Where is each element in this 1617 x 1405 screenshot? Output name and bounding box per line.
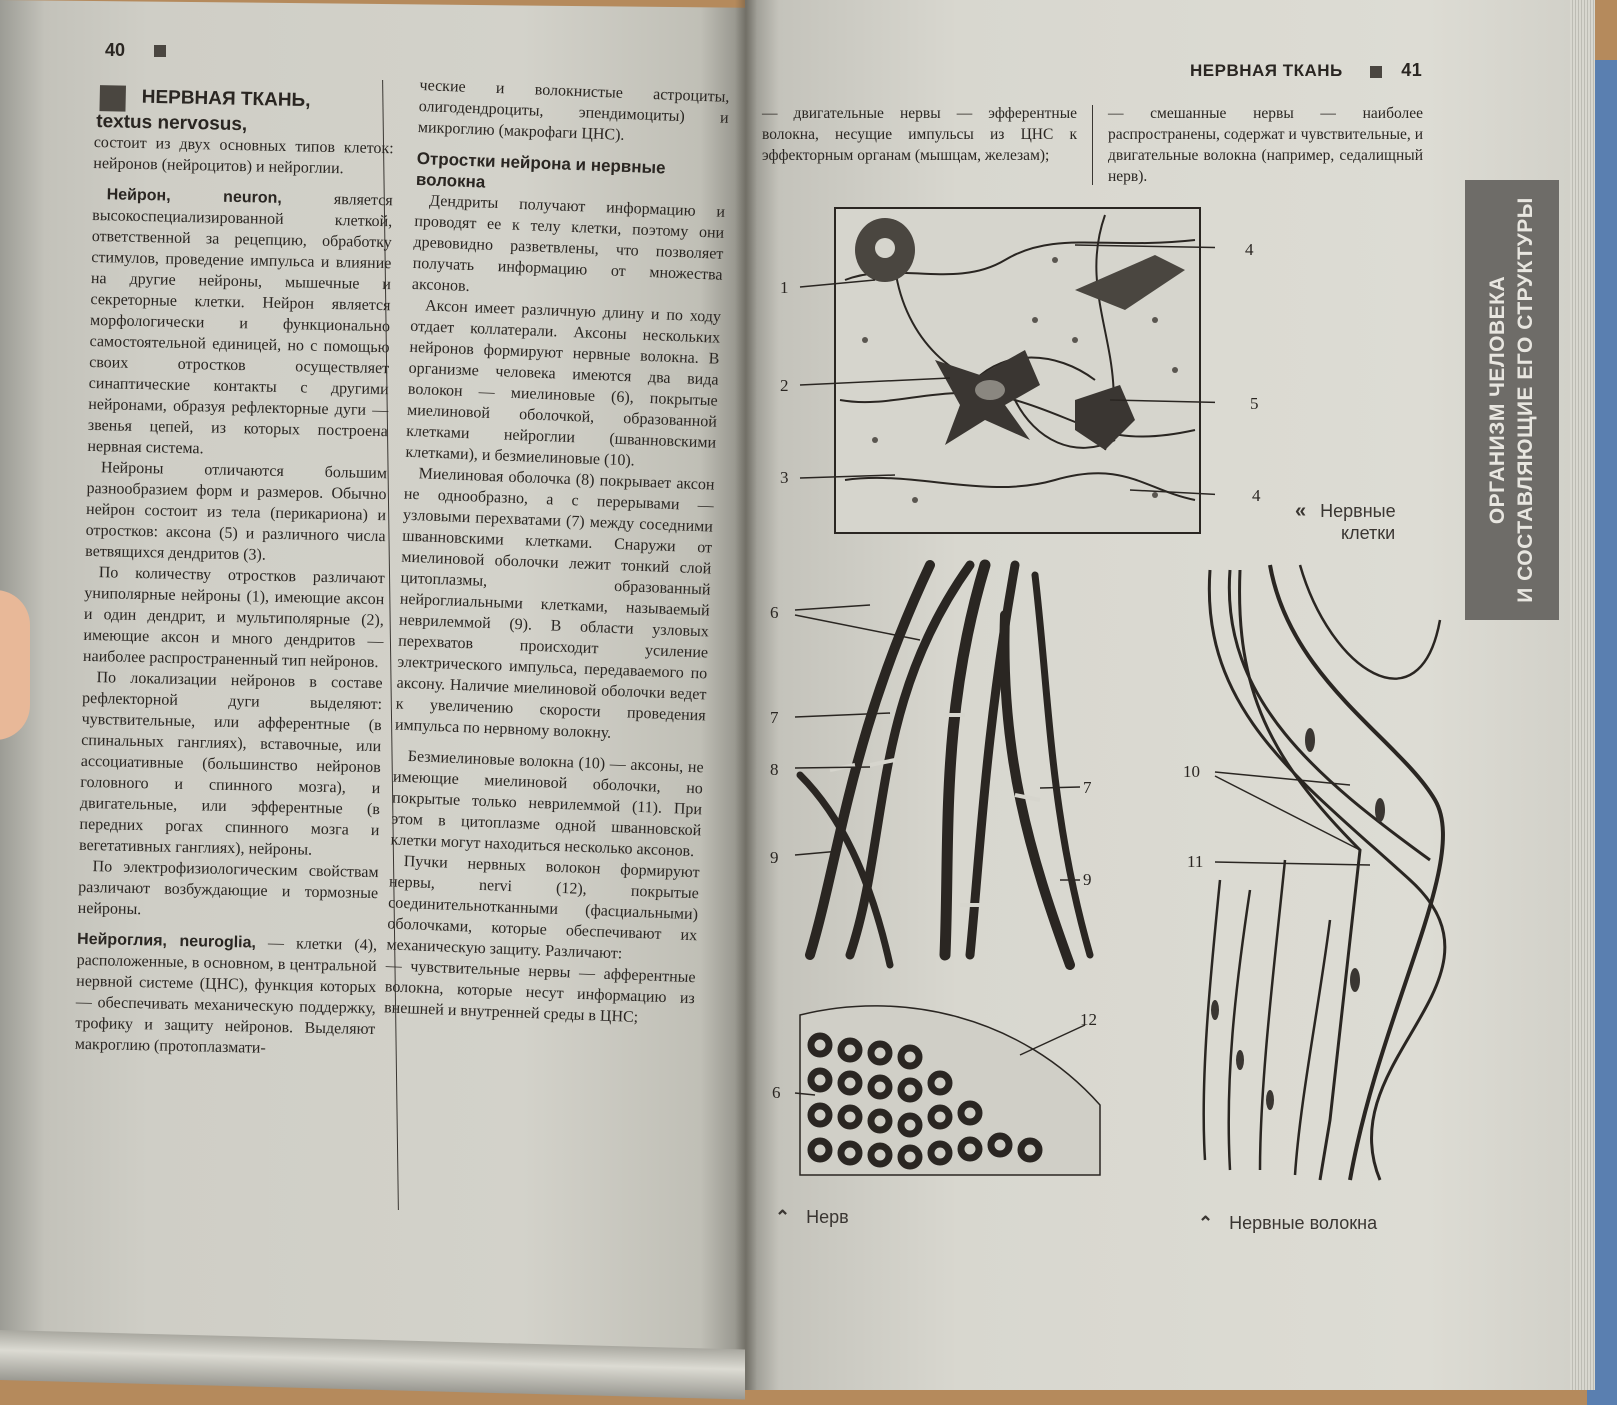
figure-label: 9 xyxy=(1083,870,1092,889)
book-spine xyxy=(735,0,757,1390)
neuroglia-paragraph: — клетки (4), расположенные, в основном, в центральной нервной системе (ЦНС), функция которых — обеспечивать механическую поддержку, трофику и защиту нейронов. Выделяют макроглию (протоплазмати- xyxy=(74,934,378,1057)
dendrites-paragraph: Дендриты получают информацию и проводят ее к телу клетки, поэтому они древовидно разветвлены, что позволяет получать информацию от множества аксонов. xyxy=(411,192,726,296)
neuron-paragraph-4: По локализации нейронов в составе рефлекторной дуги выделяют: чувствительные, или афферентные (в спинальных ганглиях), вставочные, или ассоциативные (большинство нейронов головного и спинного мозга), и двигательные, или эфферентные (в передних рогах спинного мозга и вегетативных ганглиях), нейроны. xyxy=(78,669,383,859)
middle-column xyxy=(384,75,730,1030)
nerve-cells-caption: « Нервные клетки xyxy=(1295,500,1396,543)
neuron-paragraph-2: Нейроны отличаются большим разнообразием форм и размеров. Обычно нейрон состоит из тела (перикариона) и отростков: аксона (5) и различного числа ветвящихся дендритов (3). xyxy=(85,459,388,564)
figure-label: 5 xyxy=(1250,394,1259,413)
figure-label: 12 xyxy=(1080,1010,1097,1029)
left-page-number: 40 xyxy=(105,40,166,61)
myelinated-fibers-figure xyxy=(770,555,1110,975)
neuroglia-term: Нейроглия, neuroglia, xyxy=(76,930,257,952)
up-arrow-icon: ⌃ xyxy=(775,1207,791,1227)
left-arrow-icon: « xyxy=(1295,500,1307,522)
unmyelinated-fibers-figure xyxy=(1180,560,1460,1190)
right-page-header xyxy=(1190,60,1422,81)
nerve-cross-section-figure xyxy=(780,995,1110,1185)
figure-label: 10 xyxy=(1183,762,1200,781)
up-arrow-icon: ⌃ xyxy=(1198,1213,1214,1233)
sidebar-line-1: ОРГАНИЗМ ЧЕЛОВЕКА xyxy=(1486,275,1509,525)
nerve-caption: ⌃ Нерв xyxy=(775,1207,849,1227)
page-edges xyxy=(1570,0,1595,1390)
figure-label: 9 xyxy=(770,848,779,867)
figure-label: 8 xyxy=(770,760,779,779)
section-title: НЕРВНАЯ ТКАНЬ, xyxy=(141,86,311,112)
figure-label: 7 xyxy=(770,708,779,727)
figure-label: 4 xyxy=(1252,486,1261,505)
thumb xyxy=(0,590,30,740)
figure-label: 2 xyxy=(780,376,789,395)
nerve-fibers-caption: ⌃ Нервные волокна xyxy=(1198,1213,1378,1233)
processes-subheading: Отростки нейрона и нервные волокна xyxy=(415,148,666,192)
nerve-bundles-paragraph: Пучки нервных волокон формируют нервы, nervi (12), покрытые соединительнотканными (фасциальными) оболочками, которые обеспечивают их механическую защиту. Различают: xyxy=(386,852,700,963)
column-divider xyxy=(1092,105,1093,185)
neuron-term: Нейрон, neuron, xyxy=(106,186,282,207)
motor-nerves-item: — двигательные нервы — эфферентные волокна, несущие импульсы из ЦНС к эффекторным органам (мышцам, железам); xyxy=(762,105,1077,164)
mixed-nerves-item: — смешанные нервы — наиболее распространены, содержат и чувствительные, и двигательные волокна (например, седалищный нерв). xyxy=(1108,105,1423,185)
square-bullet-icon xyxy=(1370,66,1382,78)
figure-label: 6 xyxy=(772,1083,781,1102)
section-definition: состоит из двух основных типов клеток: нейронов (нейроцитов) и нейроглии. xyxy=(93,133,394,178)
left-column xyxy=(75,85,395,1061)
square-bullet-icon xyxy=(154,45,166,57)
figure-label: 6 xyxy=(770,603,779,622)
sensory-nerves-item: — чувствительные нервы — афферентные волокна, которые несут информацию из внешней и внутренней среды в ЦНС; xyxy=(383,957,696,1027)
heading-square-icon xyxy=(99,85,126,112)
nerve-cells-figure xyxy=(775,200,1215,540)
figure-label: 3 xyxy=(780,468,789,487)
sidebar-line-2: И СОСТАВЛЯЮЩИЕ ЕГО СТРУКТУРЫ xyxy=(1514,197,1537,603)
axon-paragraph: Аксон имеет различную длину и по ходу отдает коллатерали. Аксоны нескольких нейронов формируют нервные волокна. В организме человека имеются два вида волокон — миелиновые (6), покрытые миелиновой оболочкой, образованной клетками нейроглии (шванновскими клетками), и безмиелиновые (10). xyxy=(405,297,722,470)
figure-label: 1 xyxy=(780,278,789,297)
figure-label: 7 xyxy=(1083,778,1092,797)
chapter-sidebar-tab xyxy=(1465,180,1559,620)
myelin-paragraph: Миелиновая оболочка (8) покрывает аксон не однообразно, а с перерывами — узловыми перехватами (7) между соседними шванновскими клетками. Снаружи от миелиновой оболочки лежит тонкий слой цитоплазмы, образованный нейроглиальными клетками, называемый неврилеммой (9). В области узловых перехватов происходит усиление электрического импульса, передаваемого по аксону. Наличие миелиновой оболочки ведет к увеличению скорости проведения импульса по нервному волокну. xyxy=(394,465,715,742)
astrocytes-continuation: ческие и волокнистые астроциты, олигодендроциты, эпендимоциты) и микроглию (макрофаги ЦНС). xyxy=(417,76,730,144)
section-latin-title: textus nervosus, xyxy=(96,111,248,136)
figure-label: 4 xyxy=(1245,240,1254,259)
unmyelinated-paragraph: Безмиелиновые волокна (10) — аксоны, не имеющие миелиновой оболочки, но покрытые только неврилеммой (11). При этом в цитоплазме одной шванновской клетки могут находиться несколько аксонов. xyxy=(390,748,704,861)
right-page-number: 41 xyxy=(1401,60,1423,80)
neuron-paragraph-5: По электрофизиологическим свойствам различают возбуждающие и тормозные нейроны. xyxy=(77,858,379,919)
neuron-paragraph-1: является высокоспециализированной клеткой, ответственной за рецепцию, обработку стимулов, проведение импульса и влияние на другие нейроны, мышечные и секреторные клетки. Нейрон является морфологически и функционально самостоятельной единицей, но с помощью своих отростков осуществляет синаптические контакты с другими нейронами, образуя рефлекторные дуги — звенья цепей, из которых построена нервная система. xyxy=(87,191,393,458)
figure-label: 11 xyxy=(1187,852,1204,871)
running-header-title: НЕРВНАЯ ТКАНЬ xyxy=(1190,61,1343,80)
neuron-paragraph-3: По количеству отростков различают униполярные нейроны (1), имеющие аксон и один дендрит, и мультиполярные (2), имеющие аксон и много дендритов — наиболее распространенный тип нейронов. xyxy=(82,564,385,672)
